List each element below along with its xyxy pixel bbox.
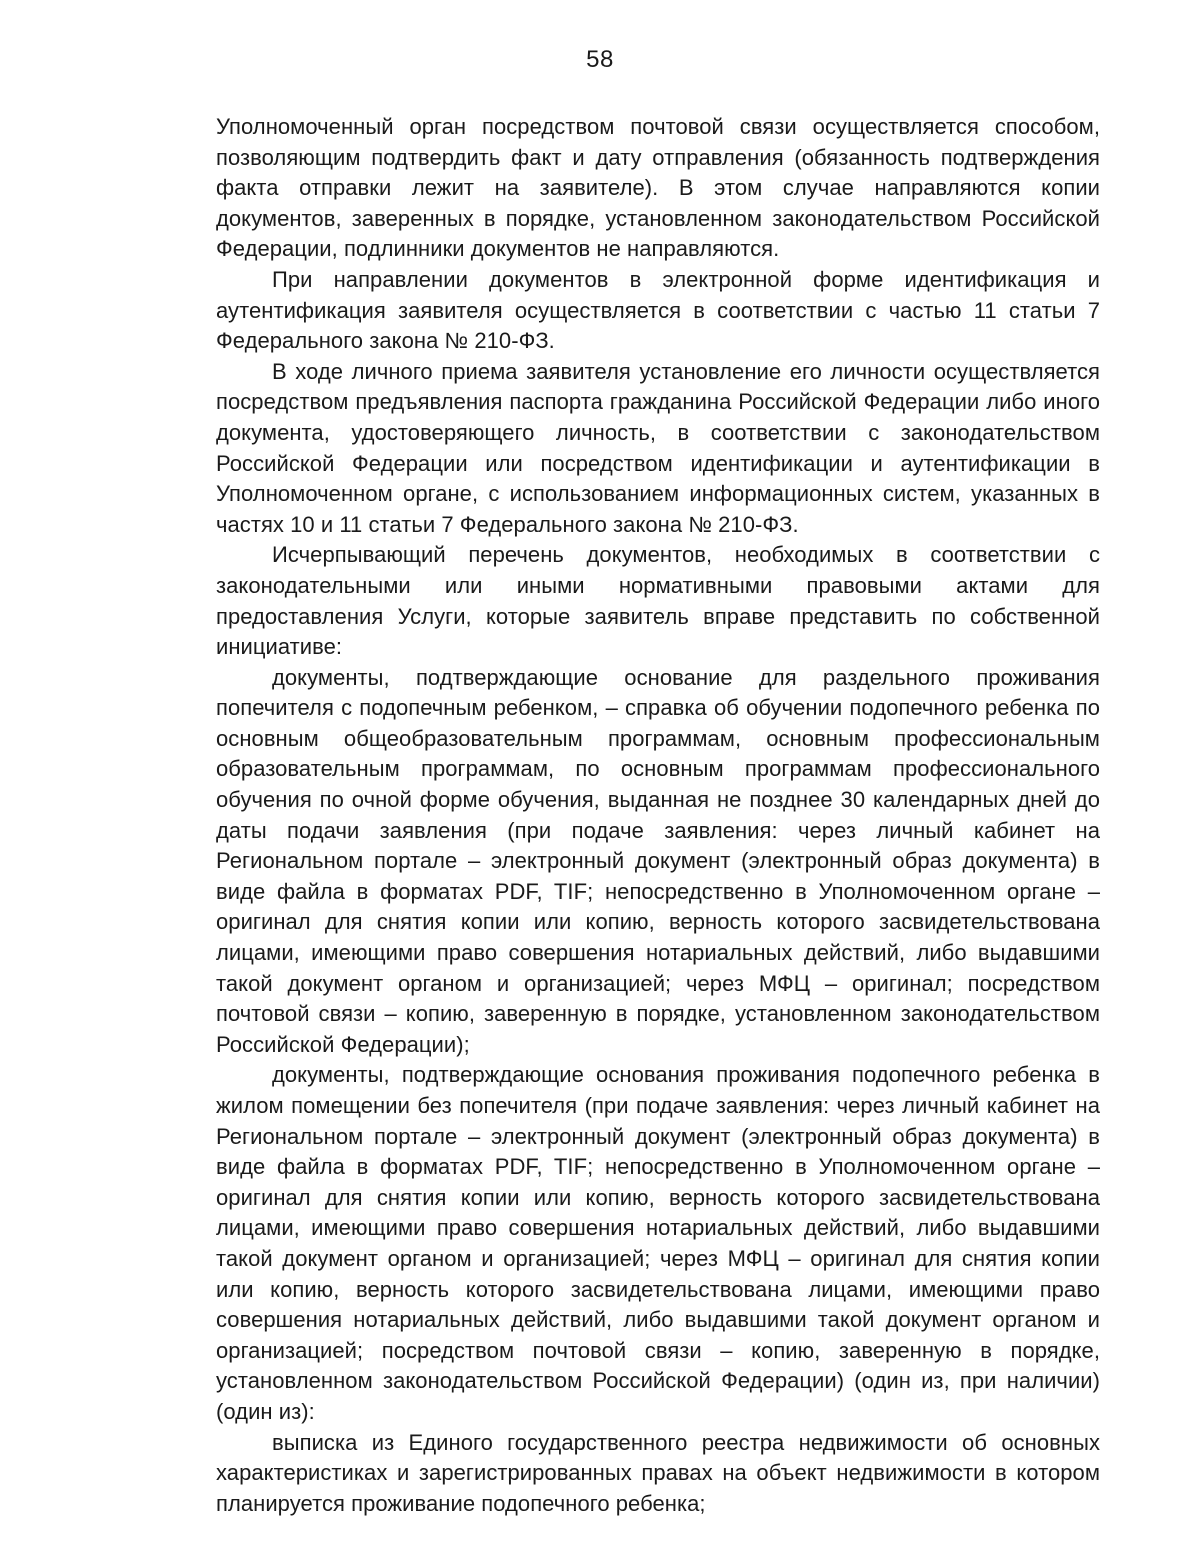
page-number: 58 [586, 46, 614, 73]
paragraph-residence-without-guardian: документы, подтверждающие основания проживания подопечного ребенка в жилом помещении без попечителя (при подаче заявления: через личный кабинет на Региональном портале – электронный документ (электронный образ документа) в виде файла в форматах PDF, TIF; непосредственно в Уполномоченном органе – оригинал для снятия копии или копию, верность которого засвидетельствована лицами, имеющими право совершения нотариальных действий, либо выдавшими такой документ органом и организацией; через МФЦ – оригинал для снятия копии или копию, верность которого засвидетельствована лицами, имеющими право совершения нотариальных действий, либо выдавшими такой документ органом и организацией; посредством почтовой связи – копию, заверенную в порядке, установленном законодательством Российской Федерации) (один из, при наличии) (один из): [216, 1062, 1100, 1424]
document-body [216, 112, 1100, 1519]
paragraph-optional-documents-list: Исчерпывающий перечень документов, необходимых в соответствии с законодательными или иными нормативными правовыми актами для предоставления Услуги, которые заявитель вправе представить по собственной инициативе: [216, 542, 1100, 660]
paragraph-delivery-by-mail: Уполномоченный орган посредством почтовой связи осуществляется способом, позволяющим подтвердить факт и дату отправления (обязанность подтверждения факта отправки лежит на заявителе). В этом случае направляются копии документов, заверенных в порядке, установленном законодательством Российской Федерации, подлинники документов не направляются. [216, 114, 1100, 262]
paragraph-electronic-identification: При направлении документов в электронной форме идентификация и аутентификация заявителя осуществляется в соответствии с частью 11 статьи 7 Федерального закона № 210-ФЗ. [216, 266, 1100, 354]
paragraph-personal-reception: В ходе личного приема заявителя установление его личности осуществляется посредством предъявления паспорта гражданина Российской Федерации либо иного документа, удостоверяющего личность, в соответствии с законодательством Российской Федерации или посредством идентификации и аутентификации в Уполномоченном органе, с использованием информационных систем, указанных в частях 10 и 11 статьи 7 Федерального закона № 210-ФЗ. [216, 358, 1100, 537]
paragraph-separate-residence-documents: документы, подтверждающие основание для раздельного проживания попечителя с подопечным ребенком, – справка об обучении подопечного ребенка по основным общеобразовательным программам, основным профессиональным образовательным программам, по основным программам профессионального обучения по очной форме обучения, выданная не позднее 30 календарных дней до даты подачи заявления (при подаче заявления: через личный кабинет на Региональном портале – электронный документ (электронный образ документа) в виде файла в форматах PDF, TIF; непосредственно в Уполномоченном органе – оригинал для снятия копии или копию, верность которого засвидетельствована лицами, имеющими право совершения нотариальных действий, либо выдавшими такой документ органом и организацией; через МФЦ – оригинал; посредством почтовой связи – копию, заверенную в порядке, установленном законодательством Российской Федерации); [216, 664, 1100, 1057]
paragraph-real-estate-extract: выписка из Единого государственного реестра недвижимости об основных характеристиках и зарегистрированных правах на объект недвижимости в котором планируется проживание подопечного ребенка; [216, 1429, 1100, 1516]
